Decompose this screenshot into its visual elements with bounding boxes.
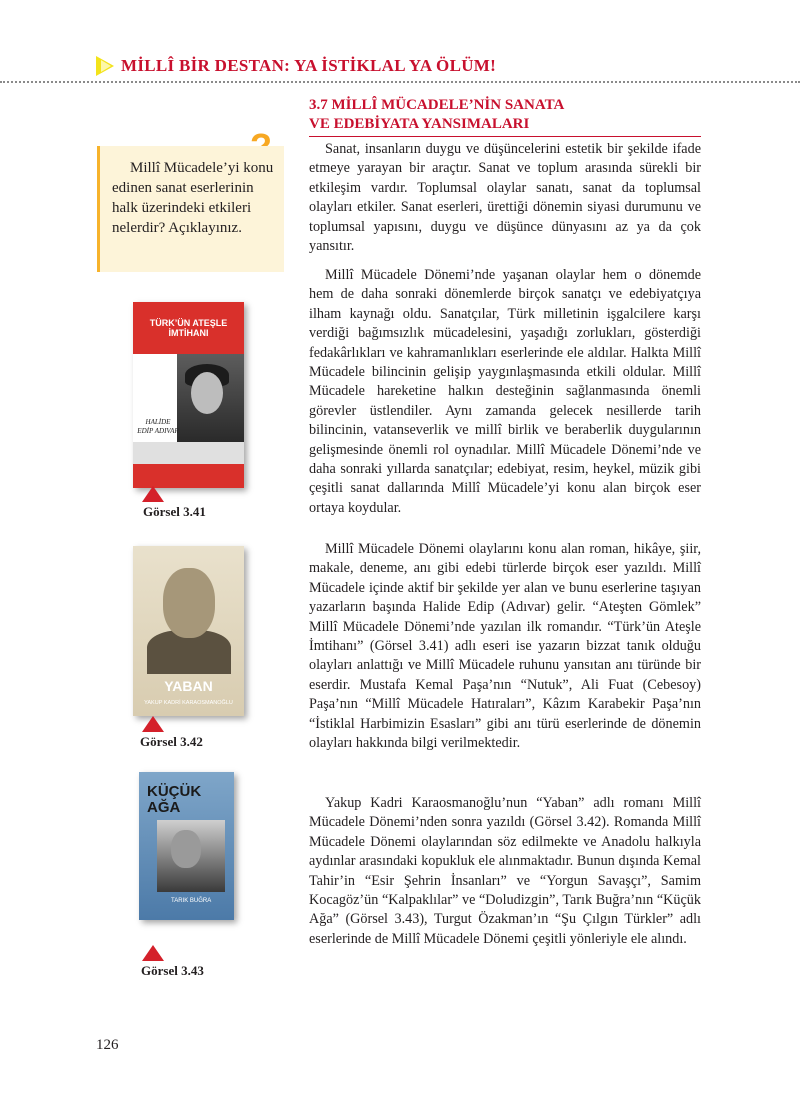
question-text: Millî Mücadele’yi konu edinen sanat eserlerinin halk üzerindeki etkileri nelerdir? Açıklayınız. [112, 160, 274, 236]
paragraph-text: Millî Mücadele Dönemi olaylarını konu alan roman, hikâye, şiir, makale, deneme, anı gibi edebi türlerde birçok eser yazıldı. Millî Mücadele içinde aktif bir şekilde yer alan ve bunu eserlerine taşıyan yazarların başında Halide Edip (Adıvar) gelir. “Ateşten Gömlek” Millî Mücadele Dönemi’nde yazılan ilk romandır. “Türk’ün Ateşle İmtihanı” (Görsel 3.41) adlı eseri ise yazarın bizzat tanık olduğu olayları anlattığı ve Millî Mücadele ruhunu yansıtan anı türünde bir eserdir. Mustafa Kemal Paşa’nın “Nutuk”, Ali Fuat (Cebesoy) Paşa’nın “Millî Mücadele Hatıraları”, Kâzım Karabekir Paşa’nın “İstiklal Harbimizin Esasları” gibi anı türü eserlerinde de dönemin olayları hakkında bilgi verilmektedir. [309, 541, 701, 752]
book-author: YAKUP KADRİ KARAOSMANOĞLU [144, 700, 233, 706]
question-box [97, 146, 284, 272]
author-face [163, 568, 215, 638]
heading-underline [309, 136, 701, 137]
body-paragraph [309, 266, 701, 518]
book-title: TÜRK’ÜN ATEŞLE İMTİHANI [149, 318, 228, 338]
caption-triangle-icon [142, 945, 164, 961]
book-title: YABAN [164, 678, 213, 694]
unit-title: MİLLÎ BİR DESTAN: YA İSTİKLAL YA ÖLÜM! [121, 56, 497, 75]
caption-triangle-icon [142, 716, 164, 732]
book-cover-yaban [133, 546, 244, 716]
book-cover-turkun-atesle-imtihani [133, 302, 244, 488]
paragraph-text: Sanat, insanların duygu ve düşüncelerini estetik bir şekilde ifade etmeye yarayan bir araçtır. Sanat ve toplum arasında sürekli bir etkileşim vardır. Toplumsal olaylar sanatı, sanat da toplumsal olayları etkiler. Sanat eserleri, ürettiği dönemin siyasi durumunu ve toplumsal yapısını, duygu ve düşünce dünyasını az ya da çok yansıtır. [309, 141, 701, 255]
body-paragraph [309, 140, 701, 256]
caption-triangle-icon [142, 486, 164, 502]
book-cover-kucuk-aga [139, 772, 234, 920]
section-heading-line1: 3.7 MİLLÎ MÜCADELE’NİN SANATA [309, 97, 565, 113]
figure-caption: Görsel 3.41 [143, 504, 206, 519]
paragraph-text: Yakup Kadri Karaosmanoğlu’nun “Yaban” adlı romanı Millî Mücadele Dönemi’nden sonra yazıldı (Görsel 3.42). Romanda Millî Mücadele Dönemi olaylarından söz edilmekte ve Anadolu halkıyla aydınlar arasındaki kopukluk ele alınmaktadır. Bunun dışında Kemal Tahir’in “Esir Şehrin İnsanları” ve “Yorgun Savaşçı”, Samim Kocagöz’ün “Kalpaklılar” ve “Doludizgin”, Tarık Buğra’nın “Küçük Ağa” (Görsel 3.43), Turgut Özakman’ın “Şu Çılgın Türkler” adlı eserlerinde de Millî Mücadele Dönemi çeşitli yönleriyle ele alındı. [309, 795, 701, 947]
cover-grey-band [133, 442, 244, 464]
cover-red-bottom [133, 464, 244, 488]
author-face [171, 830, 201, 868]
paragraph-text: Millî Mücadele Dönemi’nde yaşanan olaylar hem o dönemde hem de daha sonraki dönemlerde birçok sanatçı ve edebiyatçıya ilham kaynağı oldu. Sanatçılar, Türk milletinin işgalcilere karşı verdiği bağımsızlık mücadelesini, yaşadığı zorlukları, gösterdiği fedakârlıkları ve kahramanlıkları eserlerinde ele aldılar. Halkta Millî Mücadele bilincinin gelişip yaygınlaşmasında etkili oldular. Millî Mücadele hareketine halkın desteğinin sağlanmasında önemli görevler üstlendiler. Aynı zamanda gelecek nesillerde tarih bilincinin, vatanseverlik ve millî birlik ve beraberlik duygularının gelişmesinde önemli rol oynadılar. Millî Mücadele Dönemi’nde ve daha sonraki yıllarda sanatçılar; edebiyat, resim, heykel, müzik gibi çeşitli sanat dallarında Millî Mücadele’yi konu alan birçok eser ortaya koydular. [309, 267, 701, 516]
figure-caption: Görsel 3.42 [140, 734, 203, 749]
page-header [0, 0, 800, 82]
body-paragraph [309, 540, 701, 753]
section-heading [309, 96, 564, 134]
figure-caption: Görsel 3.43 [141, 963, 204, 978]
section-heading-line2: VE EDEBİYATA YANSIMALARI [309, 116, 530, 132]
book-author: TARIK BUĞRA [171, 898, 212, 904]
body-paragraph [309, 794, 701, 949]
header-arrow-highlight [101, 60, 111, 72]
book-author: HALİDE EDİP ADIVAR [137, 418, 179, 435]
page-number: 126 [96, 1037, 119, 1053]
header-dotted-divider [0, 81, 800, 83]
book-title: KÜÇÜK AĞA [147, 783, 202, 816]
author-face [191, 372, 223, 414]
